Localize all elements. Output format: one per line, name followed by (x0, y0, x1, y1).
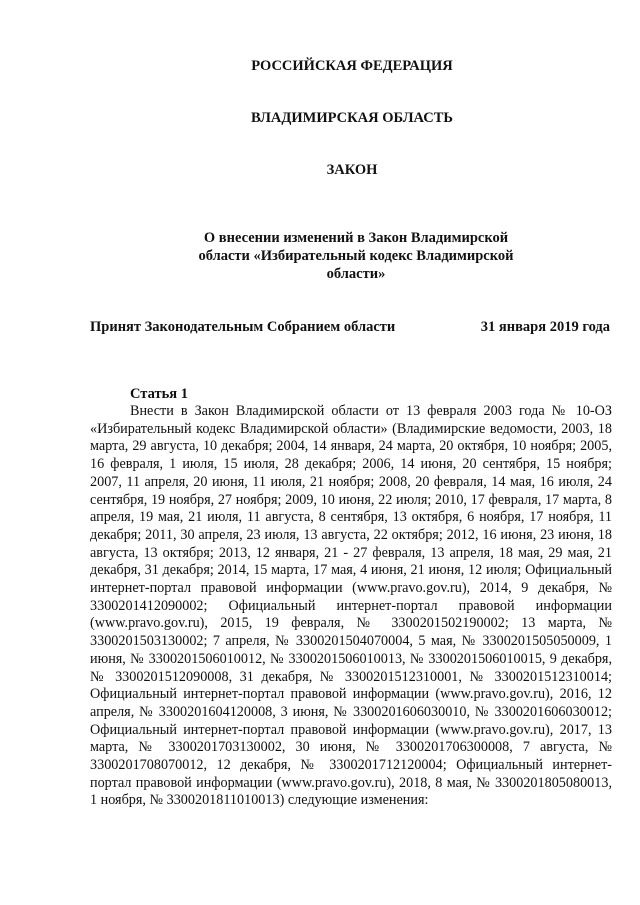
article-body-text: Внести в Закон Владимирской области от 13 февраля 2003 года № 10-ОЗ «Избирательный кодекс Владимирской области» (Владимирские ведомости, 2003, 18 марта, 29 августа, 10 декабря; 2004, 14 января, 24 марта, 20 октября, 10 ноября; 2005, 16 февраля, 1 июля, 15 июля, 28 декабря; 2006, 14 июня, 20 сентября, 15 ноября; 2007, 11 апреля, 20 июня, 11 июля, 21 ноября; 2008, 20 февраля, 14 мая, 16 июля, 24 сентября, 19 ноября, 27 ноября; 2009, 10 июня, 22 июля; 2010, 17 февраля, 17 марта, 8 апреля, 19 мая, 21 июля, 11 августа, 8 сентября, 13 октября, 6 ноября, 17 ноября, 11 декабря; 2011, 30 апреля, 23 июля, 13 августа, 22 октября; 2012, 16 июня, 23 июня, 18 августа, 13 октября; 2013, 12 января, 21 - 27 февраля, 13 апреля, 18 мая, 29 мая, 21 декабря, 31 декабря; 2014, 15 марта, 17 мая, 4 июня, 21 июня, 12 июля; Официальный интернет-портал правовой информации (www.pravo.gov.ru), 2014, 9 декабря, № 3300201412090002; Официальный интернет-портал правовой информации (www.pravo.gov.ru), 2015, 19 февраля, № 3300201502190002; 13 марта, № 3300201503130002; 7 апреля, № 3300201504070004, 5 мая, № 3300201505050009, 1 июня, № 3300201506010012, № 3300201506010013, № 3300201506010015, 9 декабря, № 3300201512090008, 31 декабря, № 3300201512310001, № 3300201512310014; Официальный интернет-портал правовой информации (www.pravo.gov.ru), 2016, 12 апреля, № 3300201604120008, 3 июня, № 3300201606030010, № 3300201606030012; Официальный интернет-портал правовой информации (www.pravo.gov.ru), 2017, 13 марта, № 3300201703130002, 30 июня, № 3300201706300008, 7 августа, № 3300201708070012, 12 декабря, № 3300201712120004; Официальный интернет-портал правовой информации (www.pravo.gov.ru), 2018, 8 мая, № 3300201805080013, 1 ноября, № 3300201811010013) следующие изменения: (90, 403, 612, 809)
adoption-date: 31 января 2019 года (480, 319, 610, 335)
article-heading: Статья 1 (130, 386, 188, 402)
law-title: О внесении изменений в Закон Владимирской области «Избирательный кодекс Владимирской области» (198, 230, 514, 282)
region-heading: ВЛАДИМИРСКАЯ ОБЛАСТЬ (251, 110, 453, 126)
adoption-line (90, 318, 610, 336)
document-type-heading: ЗАКОН (326, 162, 378, 178)
adopted-by-text: Принят Законодательным Собранием области (90, 319, 396, 335)
country-heading: РОССИЙСКАЯ ФЕДЕРАЦИЯ (251, 58, 453, 74)
